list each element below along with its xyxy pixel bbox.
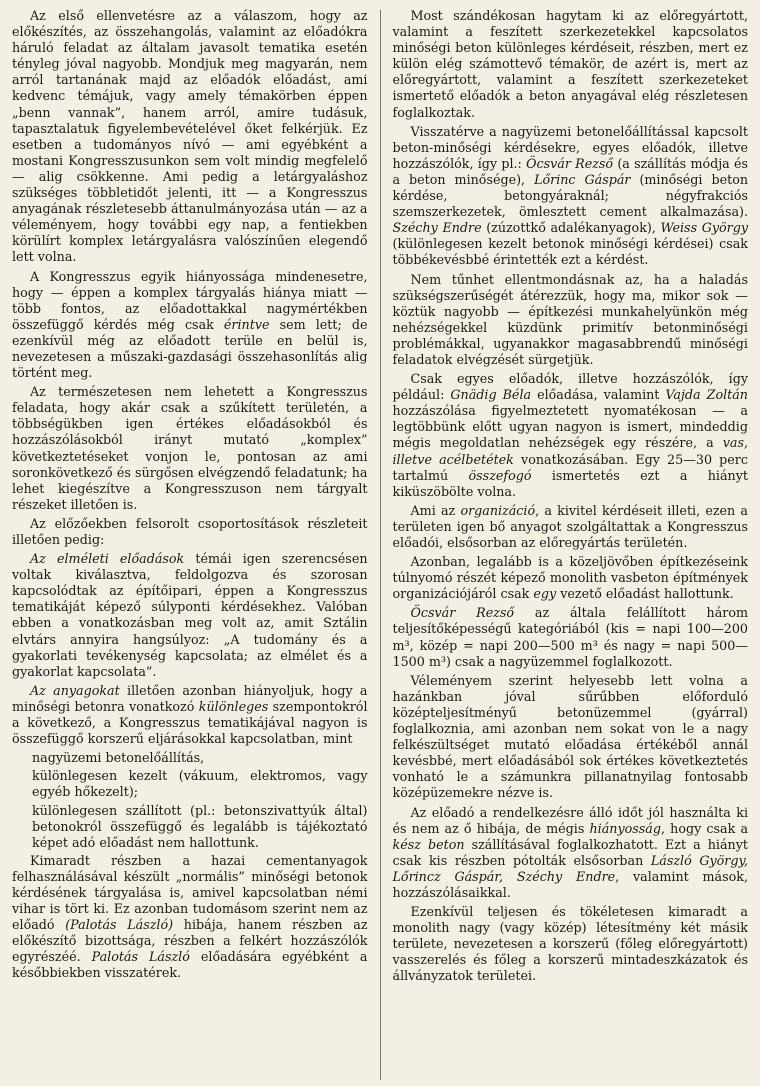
emphasis: Öcsvár Rezső [526,155,614,171]
paragraph: Kimaradt részben a hazai cementanyagok felhasználásával készült „normális” minőségi betonok kérdésének tárgyalása is, amivel kapcsolatban némi vihar is tört ki. Ez azonban tudomásom szerint nem az előadó (Palotás László) hibája, hanem részben az előkészítő bizottsága, részben a felkért hozzászólók egyrészéé. Palotás László előadására egyébként a későbbiekben visszatérek. [12,852,368,981]
paragraph: Az előzőekben felsorolt csoportosítások részleteit illetően pedig: [12,515,368,547]
list-item: nagyüzemi betonelőállítás, [32,750,205,766]
right-column [393,8,749,1080]
emphasis: egy [533,586,557,602]
emphasis: László György, Lőrincz Gáspár, Széchy Endre [392,852,748,884]
paragraph: Ezenkívül teljesen és tökéletesen kimaradt a monolith nagy (vagy közép) létesítmény két másik területe, nevezetesen a korszerű (főleg előregyártott) vasszerelés és főleg a korszerű mintadeszkázatok és állványzatok területei. [392,904,748,984]
emphasis: Lőrinc Gáspár [534,171,631,187]
paragraph: Ami az organizáció, a kivitel kérdéseit illeti, ezen a területen igen bő anyagot szolgáltattak a Kongresszus előadói, elsősorban az előregyártás területén. [392,502,748,550]
paragraph: Az előadó a rendelkezésre álló időt jól használta ki és nem az ő hibája, de mégis hiányosság, hogy csak a kész beton szállításával foglalkozhatott. Ezt a hiányt csak kis részben pótolták elsősorban László György, Lőrincz Gáspár, Széchy Endre, valamint mások, hozzászólásaikkal. [392,804,749,900]
paragraph: Csak egyes előadók, illetve hozzászólók, így például: Gnädig Béla előadása, valamint Vajda Zoltán hozzászólása figyelmeztetett nyomatékosan — a legtöbbünk előtt ugyan nagyon is ismert, mindeddig mégis megoldatlan nehézségek egy részére, a vas, illetve acélbetétek vonatkozásában. Egy 25—30 perc tartalmú összefogó ismertetés ezt a hiányt kiküszöbölte volna. [392,371,748,499]
paragraph: Az elméleti előadások témái igen szerencsésen voltak kiválasztva, feldolgozva és szorosan kapcsolódtak az építőipari, éppen a Kongresszus tematikáját képező súlyponti kérdésekhez. Valóban ebben a vonatkozásban meg volt az, amit Sztálin elvtárs annyira hangsúlyoz: „A tudomány és a gyakorlati tevékenység kapcsolata; az elmélet és a gyakorlat kapcsolata”. [12,551,368,679]
emphasis: Gnädig Béla [450,387,532,403]
emphasis: Az elméleti előadások [30,551,185,567]
emphasis: kész beton [392,836,465,852]
list-item: különlegesen kezelt (vákuum, elektromos, vagy egyéb hőkezelt); [32,768,368,800]
emphasis: Palotás László [91,949,190,965]
emphasis: Weiss György [660,220,748,236]
paragraph: A Kongresszus egyik hiányossága mindenesetre, hogy — éppen a komplex tárgyalás hiánya miatt — több fontos, az előadottakkal nagymértékben összefüggő kérdés még csak érintve sem lett; de ezenkívül még az előadott terüle en belül is, nevezetesen a műszaki-gazdasági összehasonlítás alig történt meg. [12,268,368,381]
paragraph: Visszatérve a nagyüzemi betonelőállítással kapcsolt beton-minőségi kérdésekre, egyes előadók, illetve hozzászólók, így pl.: Öcsvár Rezső (a szállítás módja és a beton minősége), Lőrinc Gáspár (minőségi beton kérdése, betongyáraknál; négyfrakciós szemszerkezetek, ömlesztett cement alkalmazása). Széchy Endre (zúzottkő adalékanyagok), Weiss György (különlegesen kezelt betonok minőségi kérdései) csak többékevésbbé érintették ezt a kérdést. [392,123,749,268]
paragraph: Az első ellenvetésre az a válaszom, hogy az előkészítés, az összehangolás, valamint az előadókra háruló feladat az általam javasolt tematika esetén tényleg jóval nagyobb. Mondjuk meg magyarán, nem arról tartanának majd az előadók előadást, ami kedvenc témájuk, vagy amely témakörben éppen „benn vannak”, hanem arról, amire tudásuk, tapasztalatuk figyelembevételével őket felkérjük. Ez esetben a tudományos nívó — ami egyébként a mostani Kongresszusunkon sem volt mindig megfelelő — alig csökkenne. Ami pedig a letárgyaláshoz szükséges többletidőt jelenti, itt — a Kongresszus anyagának részletesebb áttanulmányozása után — az a véleményem, hogy további egy nap, a fentiekben körülírt komplex letárgyalásra valószínűen elegendő lett volna. [12,8,368,265]
emphasis: érintve [223,316,270,332]
column-divider [380,10,381,1080]
emphasis: Vajda Zoltán [665,387,748,403]
emphasis: összefogó [468,467,532,483]
emphasis: vas, illetve acélbetétek [392,435,748,467]
paragraph: Az anyagokat illetően azonban hiányoljuk, hogy a minőségi betonra vonatkozó különleges szempontokról a következő, a Kongresszus tematikájával nagyon is összefüggő korszerű eljárásokkal kapcsolatban, mint [12,682,368,747]
paragraph: Nem tűnhet ellentmondásnak az, ha a haladás szükségszerűségét átérezzük, hogy ma, mikor sok — köztük nagyobb — építkezési munkahelyünkön még nehézségekkel küzdünk primitív betonminőségi problémákkal, ugyanakkor magasabbrendű minőségi feladatok elvégzését sürgetjük. [392,271,748,367]
left-column [12,8,368,1080]
emphasis: Az anyagokat [30,682,120,698]
emphasis: hiányosság [589,820,661,836]
paragraph: Öcsvár Rezső az általa felállított három teljesítőképességű kategóriából (kis = napi 100—200 m³, közép = napi 200—500 m³ és nagy = napi 500—1500 m³) csak a nagyüzemmel foglalkozott. [392,605,748,669]
emphasis: (Palotás László) [65,917,174,933]
list-item: különlegesen szállított (pl.: betonszivattyúk által) betonokról összefüggő és legalább is tájékoztató képet adó előadást nem hallottunk. [32,802,368,850]
emphasis: különleges [198,698,269,714]
paragraph: Azonban, legalább is a közeljövőben építkezéseink túlnyomó részét képező monolith vasbeton építmények organizációjáról csak egy vezető előadást hallottunk. [392,554,748,602]
emphasis: organizáció [460,502,536,518]
paragraph: Az természetesen nem lehetett a Kongresszus feladata, hogy akár csak a szűkített területén, a többségükben igen értékes előadásokból és hozzászólásokból irányt mutató „komplex” következtetéseket vonjon le, pontosan az ami soronkövetkező és sürgősen elvégzendő feladatunk; ha lehet kiegészítve a Kongresszuson nem tárgyalt részeket illetően is. [12,384,368,512]
emphasis: Széchy Endre [392,220,482,236]
paragraph: Véleményem szerint helyesebb lett volna a hazánkban jóval sűrűbben előforduló középteljesítményű betonüzemmel (gyárral) foglalkoznia, ami azonban nem sokat von le a nagy felkészültséget mutató előadása értékéből annál kevésbbé, mert előadásából sok értékes következtetés vonható le a számunkra pillanatnyilag fontosabb középüzemekre nézve is. [392,672,748,801]
emphasis: Öcsvár Rezső [410,605,515,621]
paragraph: Most szándékosan hagytam ki az előregyártott, valamint a feszített szerkezetekkel kapcsolatos minőségi beton különleges kérdéseit, részben, mert ez külön elég számottevő témakör, de azért is, mert az előregyártott, valamint a feszített szerkezeteket ismertető előadók a beton anyagával elég részletesen foglalkoztak. [392,8,748,120]
